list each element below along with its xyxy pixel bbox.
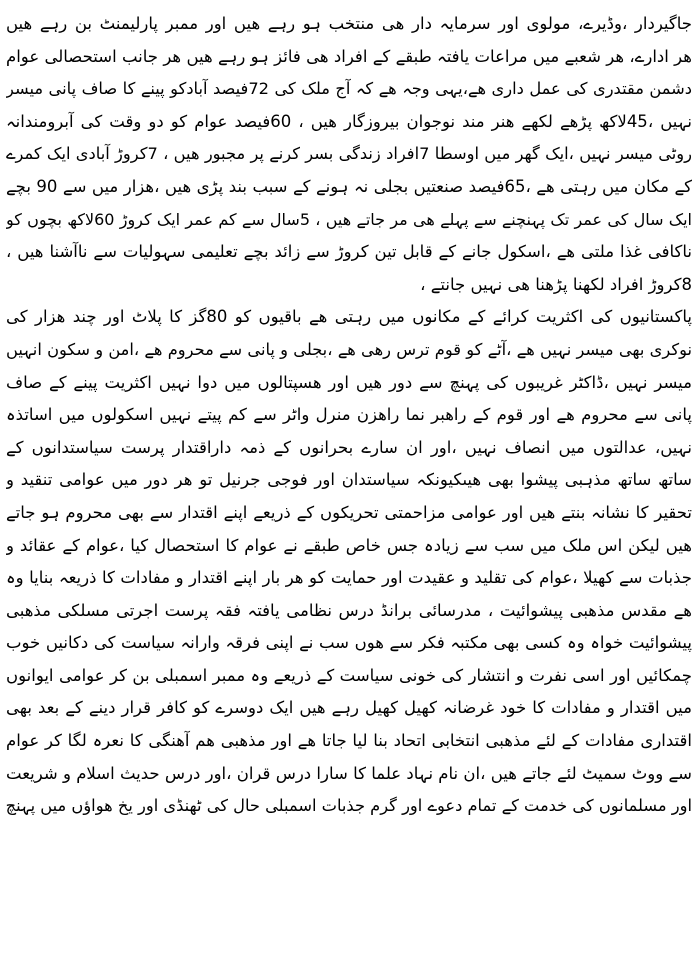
text-line: میسر نہیں ،ڈاکٹر غریبوں کی پہنچ سے دور ھیں اور ھسپتالوں میں دوا نہیں اکثریت پینے کے صاف [6,372,692,392]
text-line: ناکافی غذا ملتی ھے ،اسکول جانے کے قابل تین کروڑ سے زائد بچے تعلیمی سہولیات سے ناآشنا ھیں ، [6,242,692,262]
text-line: سے ووٹ سمیٹ لئے جاتے ھیں ،ان نام نہاد علما کا سارا درس قران ،اور درس حدیث اسلام و شریعت [6,763,692,783]
text-line: نوکری بھی میسر نہیں ھے ،آٹے کو قوم ترس رھی ھے ،بجلی و پانی سے محروم ھے ،امن و سکون انہیں [6,339,692,359]
text-line: اقتداری مفادات کے لئے مذھبی انتخابی اتحاد بنا لیا جاتا ھے اور مذھبی ھم آھنگی کا نعرہ لگا کر عوام [6,731,692,751]
text-line: جذبات سے کھیلا ،عوام کی تقلید و عقیدت اور حمایت کو ھر بار اپنے اقتدار و مفادات کا ذریعہ بنایا وہ [6,568,692,588]
text-line: کے مکان میں رہتی ھے ،65فیصد صنعتیں بجلی نہ ہونے کے سبب بند پڑی ھیں ،ھزار میں سے 90 بچے [6,176,692,196]
text-line: روٹی میسر نہیں ،ایک گھر میں اوسطا 7افراد زندگی بسر کرنے پر مجبور ھیں ، 7کروڑ آبادی ایک کمرے [6,144,692,164]
text-line: ساتھ ساتھ مذہبی پیشوا بھی ھیںکیونکہ سیاستدان اور فوجی جرنیل تو ھر دور میں عوامی تنقید و [6,470,692,490]
text-line: پانی سے محروم ھے اور قوم کے راھبر نما راھزن منرل واٹر سے کم پیتے نہیں اسکولوں میں اساتذہ [6,405,692,425]
text-line: پیشوائیت خواہ وہ کسی بھی مکتبہ فکر سے ھوں سب نے اپنی فرقہ وارانہ سیاست کی دکانیں خوب [6,633,692,653]
text-line: ھیں لیکن اس ملک میں سب سے زیادہ جس خاص طبقے نے عوام کا استحصال کیا ،عوام کے عقائد و [6,535,692,555]
text-line: 8کروڑ افراد لکھنا پڑھنا ھی نہیں جانتے ، [420,274,692,294]
text-line: ھے مقدس مذھبی پیشوائیت ، مدرسائی برانڈ درس نظامی یافتہ فقہ پرست اجرتی مسلکی مذھبی [6,600,692,620]
text-line: پاکستانیوں کی اکثریت کرائے کے مکانوں میں رہتی ھے باقیوں کو 80گز کا پلاٹ اور چند ھزار کی [6,307,692,327]
text-line: اور مسلمانوں کی خدمت کے تمام دعوے اور گرم جذبات اسمبلی حال کی ٹھنڈی اور یخ ھواؤں میں پہنچ [6,796,692,816]
text-line: میں اقتدار و مفادات کا خود غرضانہ کھیل کھیل رہے ھیں ایک دوسرے کو کافر قرار دینے کے بعد بھی [6,698,692,718]
text-line: دشمن مقتدری کی عمل داری ھے،یہی وجہ ھے کہ آج ملک کی 72فیصد آبادکو پینے کا صاف پانی میسر [6,79,692,99]
text-line: ھر ادارے، ھر شعبے میں مراعات یافتہ طبقے کے افراد ھی فائز ہو رہے ھیں ھر جانب استحصالی عوام [6,46,692,66]
text-line: نہیں، عدالتوں میں انصاف نہیں ،اور ان سارے بحرانوں کے ذمہ داراقتدار پرست سیاستدانوں کے [6,437,692,457]
text-line: ایک سال کی عمر تک پہنچنے سے پہلے ھی مر جاتے ھیں ، 5سال سے کم عمر ایک کروڑ 60لاکھ بچوں کو [6,209,692,229]
paragraph-1 [6,8,692,301]
text-line: جاگیردار ،وڈیرے، مولوی اور سرمایہ دار ھی منتخب ہو رہے ھیں اور ممبر پارلیمنٹ بن رہے ھیں [6,14,692,33]
text-line: تحقیر کا نشانہ بنتے ھیں اور عوامی مزاحمتی تحریکوں کے ذریعے اپنے اقتدار سے بھی محروم ہو جاتے [6,502,692,522]
paragraph-2 [6,301,692,823]
text-line: چمکائیں اور اسی نفرت و انتشار کی خونی سیاست کے ذریعے وہ ممبر اسمبلی بن کر عوامی ایوانوں [6,665,692,685]
text-line: نہیں ،45لاکھ پڑھے لکھے ھنر مند نوجوان بیروزگار ھیں ، 60فیصد عوام کو دو وقت کی آبرومندانہ [6,111,692,131]
